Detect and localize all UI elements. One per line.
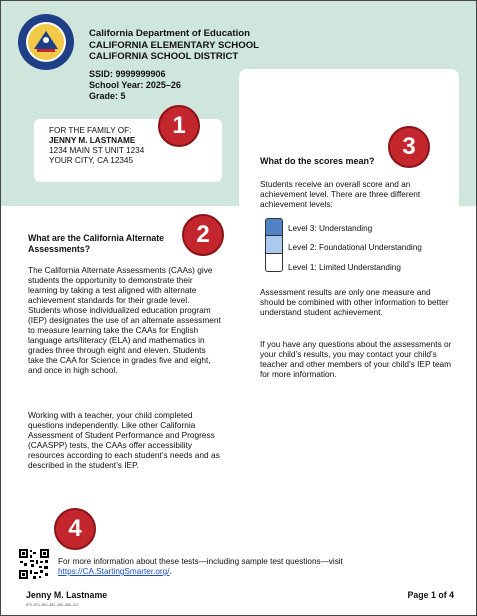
- callout-badge-4: 4: [54, 508, 96, 550]
- callout-badge-3: 3: [388, 126, 430, 168]
- more-info-label: For more information about these tests—including sample test questions—visit: [58, 557, 343, 566]
- more-info-text: [58, 557, 418, 577]
- school-year: School Year: 2025–26: [89, 80, 181, 90]
- address-heading: FOR THE FAMILY OF:: [49, 126, 132, 135]
- caa-paragraph-1: The California Alternate Assessments (CAAs) give students the opportunity to demonstrate their learning by taking a test aligned with alternate achievement standards for their grade level. Students whose individualized education program (IEP) designates the use of an alternate assessment to measure learning take the CAAs for English language arts/literacy (ELA) and mathematics in grades three through eight and eleven. Students take the CAA for Science in grades five and eight, and once in high school.: [28, 265, 221, 375]
- agency-name: California Department of Education: [89, 28, 250, 39]
- family-name: JENNY M. LASTNAME: [49, 136, 136, 145]
- cde-seal-icon: [17, 13, 75, 71]
- level-1-swatch: [265, 254, 283, 272]
- level-3-label: Level 3: Understanding: [288, 224, 373, 233]
- level-2-swatch: [265, 236, 283, 254]
- city-address: YOUR CITY, CA 12345: [49, 156, 134, 165]
- level-3-swatch: [265, 218, 283, 236]
- district-name: CALIFORNIA SCHOOL DISTRICT: [89, 51, 239, 62]
- results-note: Assessment results are only one measure and should be combined with other information to better understand student achievement.: [260, 287, 449, 317]
- contact-note: If you have any questions about the assessments or your child’s results, you may contact your child’s teacher and other members of your child’s IEP team for more information.: [260, 339, 452, 379]
- level-1-label: Level 1: Limited Understanding: [288, 263, 401, 272]
- grade: Grade: 5: [89, 91, 126, 101]
- page-number: Page 1 of 4: [407, 590, 454, 600]
- ssid: SSID: 9999999906: [89, 69, 166, 79]
- header-text: [89, 28, 259, 63]
- achievement-level-scale: [265, 218, 283, 276]
- school-name: CALIFORNIA ELEMENTARY SCHOOL: [89, 39, 260, 51]
- scores-intro: Students receive an overall score and an achievement level. There are three different achievement levels:: [260, 179, 421, 209]
- footer-document-code: 870–970–552–482–460–356–247: [26, 603, 79, 607]
- callout-badge-1: 1: [158, 105, 200, 147]
- footer-student-name: Jenny M. Lastname: [26, 590, 108, 600]
- street-address: 1234 MAIN ST UNIT 1234: [49, 146, 145, 155]
- starting-smarter-link[interactable]: https://CA.StartingSmarter.org/: [58, 567, 170, 576]
- level-2-label: Level 2: Foundational Understanding: [288, 243, 422, 252]
- caa-title: What are the California Alternate Assessments?: [28, 233, 165, 254]
- link-suffix: .: [169, 567, 172, 576]
- scores-title: What do the scores mean?: [260, 156, 375, 166]
- callout-badge-2: 2: [182, 214, 224, 256]
- caa-paragraph-2: Working with a teacher, your child completed questions independently. Like other California Assessment of Student Performance and Progress (CAASPP) tests, the CAAs offer accessibility resources according to each student’s needs and as described in the student’s IEP.: [28, 410, 220, 470]
- qr-code-icon[interactable]: [18, 548, 50, 580]
- student-meta: [89, 69, 181, 102]
